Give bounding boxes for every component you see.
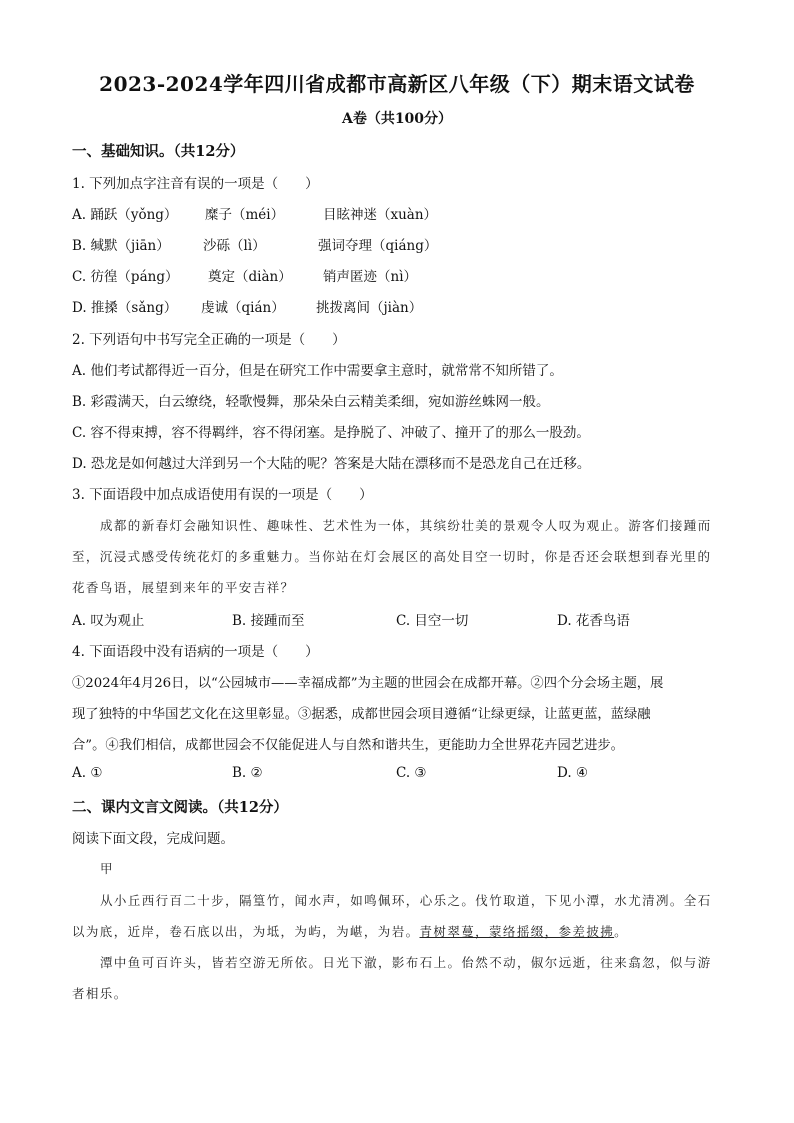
page-subtitle: A卷（共100分）: [341, 111, 453, 127]
q4-passage-line-2: 现了独特的中华国艺文化在这里彰显。③据悉，成都世园会项目遵循“让绿更绿，让蓝更蓝，蓝绿融: [72, 707, 651, 722]
q3-option-d: D. 花香鸟语: [557, 613, 630, 629]
q1-option-d-word2: 虔诚（qián）: [201, 300, 285, 316]
q1-option-d-word3: 挑拨离间（jiàn）: [316, 300, 423, 316]
underlined-phrase: 青树翠蔓，蒙络摇缀，参差披拂: [419, 924, 615, 939]
reading-instruction: 阅读下面文段，完成问题。: [72, 831, 234, 847]
q4-passage-line-3: 合”。④我们相信，成都世园会不仅能促进人与自然和谐共生，更能助力全世界花卉园艺进步。: [72, 738, 624, 753]
q4-passage-line-1: ①2024年4月26日，以“公园城市——幸福成都”为主题的世园会在成都开幕。②四个分会场主题，展: [72, 676, 664, 691]
q1-option-a-word2: 糜子（méi）: [205, 207, 285, 223]
q2-option-a: A. 他们考试都得近一百分，但是在研究工作中需要拿主意时，就常常不知所错了。: [72, 363, 563, 379]
page-title: 2023-2024学年四川省成都市高新区八年级（下）期末语文试卷: [99, 72, 695, 96]
q1-option-a-word3: 目眩神迷（xuàn）: [323, 207, 438, 223]
q1-option-b-word1: B. 缄默（jiān）: [72, 238, 170, 254]
classical-p1-line2: [72, 922, 722, 940]
question-2-stem: 2. 下列语句中书写完全正确的一项是（ ）: [72, 332, 346, 348]
q3-option-b: B. 接踵而至: [232, 613, 305, 629]
question-3-stem: 3. 下面语段中加点成语使用有误的一项是（ ）: [72, 487, 373, 503]
question-4-stem: 4. 下面语段中没有语病的一项是（ ）: [72, 644, 319, 660]
q4-option-c: C. ③: [396, 765, 427, 781]
passage-label-jia: 甲: [100, 861, 114, 876]
classical-p2-line1: 潭中鱼可百许头，皆若空游无所依。日光下澈，影布石上。佁然不动，俶尔远逝，往来翕忽，似与游: [100, 955, 712, 970]
q2-option-b: B. 彩霞满天，白云缭绕，轻歌慢舞，那朵朵白云精美柔细，宛如游丝蛛网一般。: [72, 394, 550, 410]
q3-passage-line-1: 成都的新春灯会融知识性、趣味性、艺术性为一体，其缤纷壮美的景观令人叹为观止。游客们接踵而: [100, 518, 712, 533]
q3-option-c: C. 目空一切: [396, 613, 469, 629]
q1-option-d-word1: D. 推搡（sǎng）: [72, 300, 178, 316]
q1-option-c-word1: C. 彷徨（páng）: [72, 269, 179, 285]
q3-passage-line-3: 花香鸟语，展望到来年的平安吉祥？: [72, 580, 295, 595]
classical-p2-line2: 者相乐。: [72, 986, 128, 1001]
q4-option-d: D. ④: [557, 765, 589, 781]
q4-option-b: B. ②: [232, 765, 263, 781]
q1-option-c-word2: 奠定（diàn）: [208, 269, 292, 285]
section-heading-basic: 一、基础知识。（共12分）: [72, 143, 245, 160]
question-1-stem: 1. 下列加点字注音有误的一项是（ ）: [72, 176, 319, 192]
q3-option-a: A. 叹为观止: [72, 613, 145, 629]
q3-passage-line-2: 至，沉浸式感受传统花灯的多重魅力。当你站在灯会展区的高处目空一切时，你是否还会联想到春光里的: [72, 549, 712, 564]
q1-option-c-word3: 销声匿迹（nì）: [323, 269, 418, 285]
classical-p1-line1: 从小丘西行百二十步，隔篁竹，闻水声，如鸣佩环，心乐之。伐竹取道，下见小潭，水尤清冽。全石: [100, 893, 712, 908]
q1-option-b-word2: 沙砾（lì）: [203, 238, 266, 254]
q2-option-d: D. 恐龙是如何越过大洋到另一个大陆的呢？答案是大陆在漂移而不是恐龙自己在迁移。: [72, 456, 591, 472]
q1-option-b-word3: 强词夺理（qiáng）: [318, 238, 438, 254]
classical-p1-line2-text: 以为底，近岸，卷石底以出，为坻，为屿，为嵁，为岩。: [72, 924, 420, 939]
q1-option-a-word1: A. 踊跃（yǒng）: [72, 207, 178, 223]
q2-option-c: C. 容不得束搏，容不得羁绊，容不得闭塞。是挣脱了、冲破了、撞开了的那么一股劲。: [72, 425, 590, 441]
q4-option-a: A. ①: [72, 765, 103, 781]
classical-p1-line2-end: 。: [614, 924, 629, 939]
section-heading-classical: 二、课内文言文阅读。（共12分）: [72, 799, 288, 816]
